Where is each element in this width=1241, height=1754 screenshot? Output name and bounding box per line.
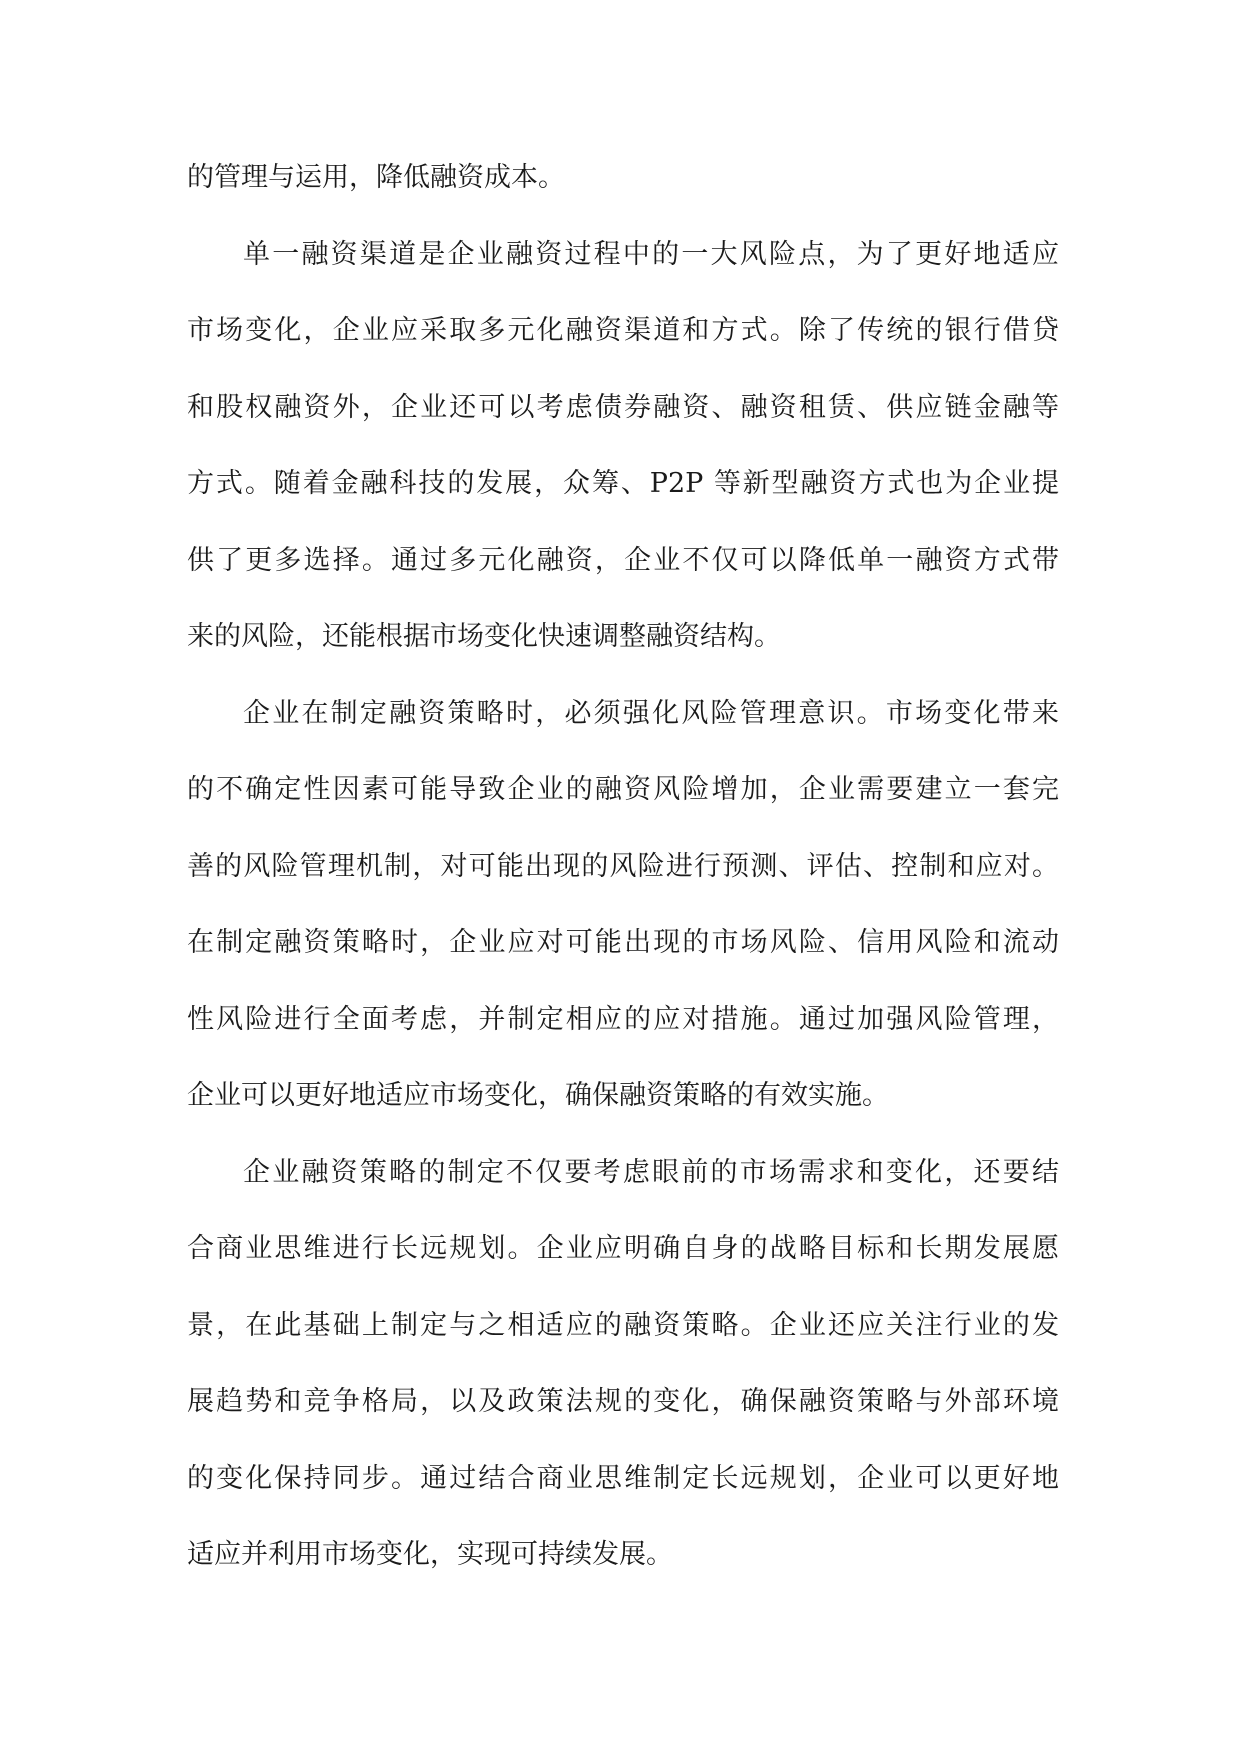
text-line: 的不确定性因素可能导致企业的融资风险增加，企业需要建立一套完 (187, 774, 1059, 805)
text-line: 企业融资策略的制定不仅要考虑眼前的市场需求和变化，还要结 (243, 1156, 1059, 1188)
text-line: 的管理与运用，降低融资成本。 (187, 162, 565, 193)
text-line: 适应并利用市场变化，实现可持续发展。 (187, 1539, 673, 1570)
text-line: 展趋势和竞争格局，以及政策法规的变化，确保融资策略与外部环境 (187, 1386, 1059, 1417)
text-line: 合商业思维进行长远规划。企业应明确自身的战略目标和长期发展愿 (187, 1233, 1059, 1264)
text-line: 和股权融资外，企业还可以考虑债券融资、融资租赁、供应链金融等 (187, 391, 1059, 423)
text-line: 来的风险，还能根据市场变化快速调整融资结构。 (187, 621, 781, 652)
paragraph (187, 676, 1059, 1135)
text-line: 景，在此基础上制定与之相适应的融资策略。企业还应关注行业的发 (187, 1309, 1059, 1341)
paragraph (187, 1135, 1059, 1594)
text-line: 企业可以更好地适应市场变化，确保融资策略的有效实施。 (187, 1080, 889, 1111)
text-line: 在制定融资策略时，企业应对可能出现的市场风险、信用风险和流动 (187, 927, 1059, 958)
text-line: 的变化保持同步。通过结合商业思维制定长远规划，企业可以更好地 (187, 1462, 1059, 1494)
paragraph (187, 140, 1059, 217)
body-text (187, 140, 1059, 1594)
text-line: 供了更多选择。通过多元化融资，企业不仅可以降低单一融资方式带 (187, 544, 1059, 576)
text-line: 企业在制定融资策略时，必须强化风险管理意识。市场变化带来 (243, 697, 1059, 729)
text-line: 性风险进行全面考虑，并制定相应的应对措施。通过加强风险管理， (187, 1003, 1059, 1035)
text-line: 市场变化，企业应采取多元化融资渠道和方式。除了传统的银行借贷 (187, 315, 1059, 346)
paragraph (187, 217, 1059, 676)
text-line: 善的风险管理机制，对可能出现的风险进行预测、评估、控制和应对。 (187, 850, 1059, 882)
text-line: 单一融资渠道是企业融资过程中的一大风险点，为了更好地适应 (243, 238, 1059, 270)
text-line: 方式。随着金融科技的发展，众筹、P2P 等新型融资方式也为企业提 (187, 468, 1059, 499)
